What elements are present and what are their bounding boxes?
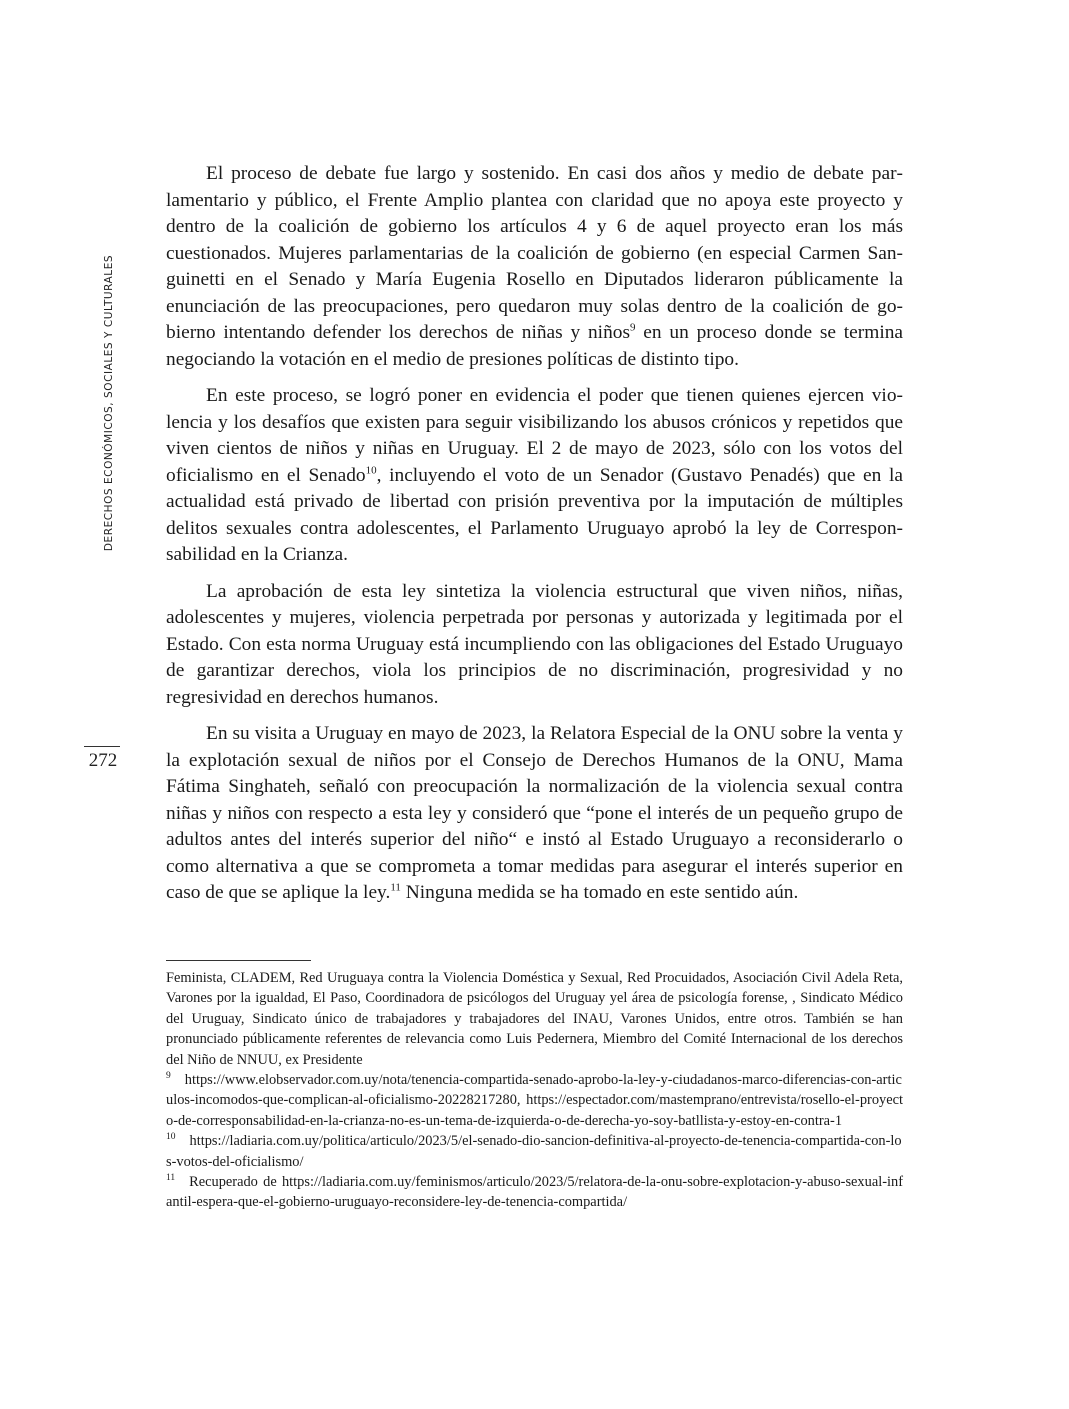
- paragraph-text: El proceso de debate fue largo y sostenido. En casi dos años y medio de debate parlamentario y público, el Frente Amplio plantea con claridad que no apoya este proyecto y dentro de la coalición de gobierno los artículos 4 y 6 de aquel proyecto eran los más cuestionados. Mujeres parlamentarias de la coalición de gobierno (en especial Carmen Sanguinetti en el Senado y María Eugenia Rosello en Diputados lideraron públicamente la enunciación de las preocupaciones, pero quedaron muy solas dentro de la coalición de gobierno intentando defender los derechos de niñas y niños: [166, 163, 903, 343]
- paragraph: [166, 161, 903, 373]
- paragraph: [166, 579, 903, 712]
- page-number-rule: [84, 746, 120, 747]
- paragraph-text: Ninguna medida se ha tomado en este sentido aún.: [400, 882, 799, 903]
- footnote-continuation: Feminista, CLADEM, Red Uruguaya contra la Violencia Doméstica y Sexual, Red Procuidados, Asociación Civil Adela Reta, Varones por la igualdad, El Paso, Coordinadora de psicólogos del Uruguay yel área de psicología forense, , Sindicato Médico del Uruguay, Sindicato único de trabajadores y trabajadores del INAU, Varones Unidos, entre otros. También se han pronunciado públicamente referentes de relevancia como Luis Pedernera, Miembro del Comité Internacional de los derechos del Niño de NNUU, ex Presidente: [166, 970, 903, 1068]
- footnote-text[interactable]: https://www.elobservador.com.uy/nota/tenencia-compartida-senado-aprobo-la-ley-y-ciudadanos-marco-diferencias-con-articulos-incomodos-que-complican-al-oficialismo-20228217280, https://espectador.com/mastemprano/entrevista/rosello-el-proyecto-de-corresponsabilidad-en-la-crianza-no-es-un-tema-de-izquierda-o-de-derecha-yo-soy-batllista-y-estoy-en-contra-1: [166, 1072, 903, 1129]
- running-header: DERECHOS ECONÓMICOS, SOCIALES Y CULTURALES: [103, 254, 115, 552]
- paragraph-text: , incluyendo el voto de un Senador (Gustavo Penadés) que en la actualidad está privado de libertad con prisión preventiva por la imputación de múltiples delitos sexuales contra adolescentes, el Parlamento Uruguayo aprobó la ley de Corresponsabilidad en la Crianza.: [166, 464, 903, 565]
- footnote-number: 9: [166, 1071, 171, 1082]
- paragraph: [166, 721, 903, 907]
- body-text: [166, 161, 903, 917]
- footnotes: [166, 968, 903, 1213]
- footnote-number: 10: [166, 1132, 176, 1143]
- page-number: 272: [88, 750, 118, 771]
- paragraph-text: En este proceso, se logró poner en evidencia el poder que tienen quienes ejercen violencia y los desafíos que existen para seguir visibilizando los abusos crónicos y repetidos que viven cientos de niños y niñas en Uruguay. El 2 de mayo de 2023, sólo con los votos del oficialismo en el Senado: [166, 385, 903, 486]
- paragraph-text: en un proceso donde se termina negociando la votación en el medio de presiones políticas de distinto tipo.: [166, 322, 904, 370]
- footnote-10: [166, 1131, 903, 1172]
- paragraph-text: La aprobación de esta ley sintetiza la violencia estructural que viven niños, niñas, adolescentes y mujeres, violencia perpetrada por personas y autorizada y legitimada por el Estado. Con esta norma Uruguay está incumpliendo con las obligaciones del Estado Uruguayo de garantizar derechos, viola los principios de no discriminación, progresividad y no regresividad en derechos humanos.: [166, 580, 903, 708]
- paragraph: [166, 383, 903, 569]
- footnote-number: 11: [166, 1173, 176, 1184]
- footnote-text[interactable]: https://ladiaria.com.uy/politica/articulo/2023/5/el-senado-dio-sancion-definitiva-al-proyecto-de-tenencia-compartida-con-los-votos-del-oficialismo/: [166, 1133, 902, 1170]
- footnote-separator: [166, 960, 311, 961]
- footnote-text[interactable]: Recuperado de https://ladiaria.com.uy/feminismos/articulo/2023/5/relatora-de-la-onu-sobre-explotacion-y-abuso-sexual-infantil-espera-que-el-gobierno-uruguayo-reconsidere-ley-de-tenencia-compartida/: [166, 1174, 903, 1211]
- footnote-9: [166, 1070, 903, 1131]
- footnote-11: [166, 1172, 903, 1213]
- footnote-reference: 10: [365, 464, 377, 477]
- paragraph-text: En su visita a Uruguay en mayo de 2023, la Relatora Especial de la ONU sobre la venta y la explotación sexual de niños por el Consejo de Derechos Humanos de la ONU, Mama Fátima Singhateh, señaló con preocupación la normalización de la violencia sexual contra niñas y niños con respecto a esta ley y consideró que “pone el interés de un pequeño grupo de adultos antes del interés superior del niño“ e instó al Estado Uruguayo a reconsiderarlo o como alternativa a que se comprometa a tomar medidas para asegurar el interés superior en caso de que se aplique la ley.: [166, 723, 903, 903]
- footnote-reference: 11: [390, 881, 401, 894]
- footnote-reference: 9: [630, 321, 636, 334]
